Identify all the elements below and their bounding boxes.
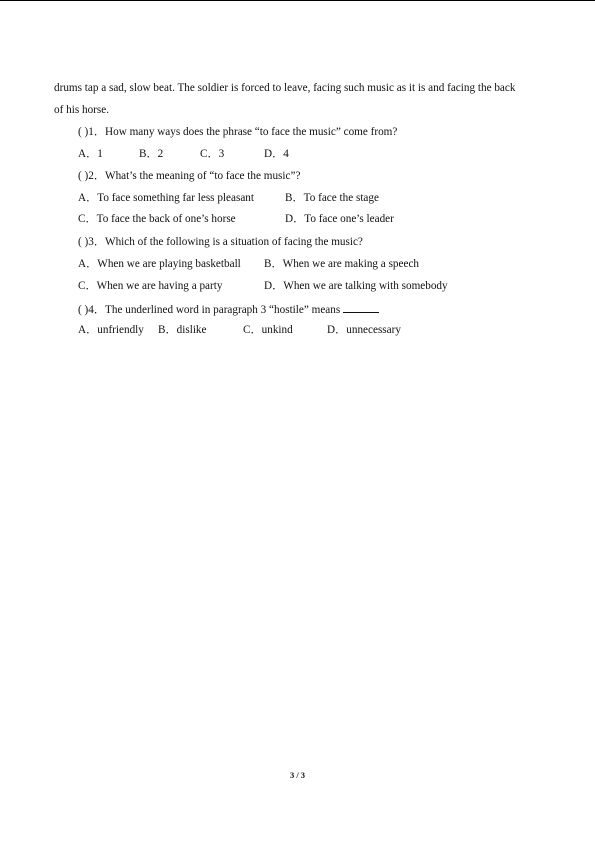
header-rule bbox=[0, 0, 595, 1]
question-1-stem: ( )1．How many ways does the phrase “to face the music” come from? bbox=[78, 126, 398, 138]
question-2-stem: ( )2．What’s the meaning of “to face the music”? bbox=[78, 170, 301, 182]
question-2-option-b: B．To face the stage bbox=[285, 192, 379, 204]
question-3-option-d: D．When we are talking with somebody bbox=[264, 280, 448, 292]
question-1-option-c: C．3 bbox=[200, 148, 225, 160]
question-3-stem: ( )3．Which of the following is a situation of facing the music? bbox=[78, 236, 363, 248]
question-1-option-b: B．2 bbox=[139, 148, 164, 160]
question-4-option-d: D．unnecessary bbox=[327, 324, 401, 336]
question-3-option-b: B．When we are making a speech bbox=[264, 258, 420, 270]
passage-line-2: of his horse. bbox=[54, 104, 109, 116]
passage-line-1: drums tap a sad, slow beat. The soldier is forced to leave, facing such music as it is and facing the back bbox=[54, 82, 516, 94]
question-4-stem-text: ( )4．The underlined word in paragraph 3 “hostile” means bbox=[78, 304, 341, 316]
page-number: 3 / 3 bbox=[289, 770, 306, 780]
question-4-option-c: C．unkind bbox=[243, 324, 293, 336]
answer-blank bbox=[343, 301, 379, 313]
question-2-option-d: D．To face one’s leader bbox=[285, 213, 394, 225]
question-2-option-c: C．To face the back of one’s horse bbox=[78, 213, 236, 225]
question-3-option-a: A．When we are playing basketball bbox=[78, 258, 241, 270]
question-1-option-d: D．4 bbox=[264, 148, 289, 160]
question-2-option-a: A．To face something far less pleasant bbox=[78, 192, 254, 204]
question-1-option-a: A．1 bbox=[78, 148, 103, 160]
question-3-option-c: C．When we are having a party bbox=[78, 280, 223, 292]
question-4-option-a: A．unfriendly bbox=[78, 324, 144, 336]
question-4-stem bbox=[78, 301, 379, 317]
question-4-option-b: B．dislike bbox=[158, 324, 207, 336]
